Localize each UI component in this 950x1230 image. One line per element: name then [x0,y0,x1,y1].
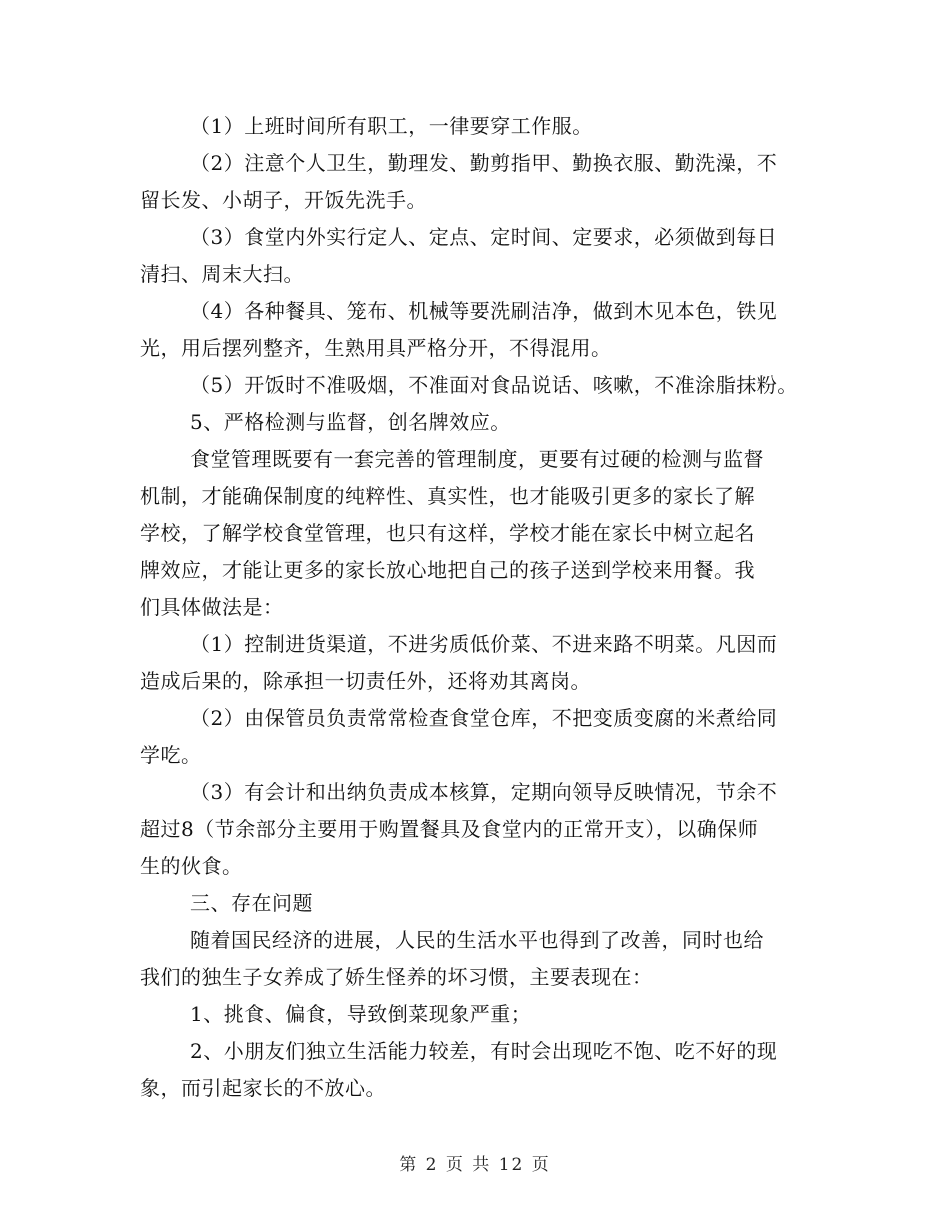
text-line: 学吃。 [140,743,202,767]
text-line: 2、小朋友们独立生活能力较差，有时会出现吃不饱、吃不好的现 [190,1039,778,1063]
page-footer: 第 2 页 共 12 页 [399,1155,551,1175]
document-body [140,108,820,1107]
text-line: 1、挑食、偏食，导致倒菜现象严重； [190,1002,532,1026]
text-line: 造成后果的，除承担一切责任外，还将劝其离岗。 [140,669,591,693]
text-line: 留长发、小胡子，开饭先洗手。 [140,188,427,212]
text-line: 机制，才能确保制度的纯粹性、真实性，也才能吸引更多的家长了解 [140,484,755,508]
text-line: 食堂管理既要有一套完善的管理制度，更要有过硬的检测与监督 [190,447,764,471]
text-line: （4）各种餐具、笼布、机械等要洗刷洁净，做到木见本色，铁见 [190,299,778,323]
text-line: 光，用后摆列整齐，生熟用具严格分开，不得混用。 [140,336,612,360]
text-line: （3）食堂内外实行定人、定点、定时间、定要求，必须做到每日 [190,225,778,249]
text-line: 三、存在问题 [190,891,313,915]
text-line: （1）控制进货渠道，不进劣质低价菜、不进来路不明菜。凡因而 [190,632,778,656]
text-line: （1）上班时间所有职工，一律要穿工作服。 [190,114,593,138]
text-line: 生的伙食。 [140,854,243,878]
text-line: 们具体做法是： [140,595,284,619]
text-line: 随着国民经济的进展，人民的生活水平也得到了改善，同时也给 [190,928,764,952]
text-line: 5、严格检测与监督，创名牌效应。 [190,410,511,434]
text-line: 我们的独生子女养成了娇生怪养的坏习惯，主要表现在： [140,965,653,989]
text-line: （2）注意个人卫生，勤理发、勤剪指甲、勤换衣服、勤洗澡，不 [190,151,778,175]
text-line: 牌效应，才能让更多的家长放心地把自己的孩子送到学校来用餐。我 [140,558,755,582]
text-line: 象，而引起家长的不放心。 [140,1076,386,1100]
text-line: 清扫、周末大扫。 [140,262,304,286]
text-line: 超过8（节余部分主要用于购置餐具及食堂内的正常开支），以确保师 [140,817,759,841]
text-line: （5）开饭时不准吸烟，不准面对食品说话、咳嗽，不准涂脂抹粉。 [190,373,798,397]
text-line: 学校，了解学校食堂管理，也只有这样，学校才能在家长中树立起名 [140,521,755,545]
text-line: （3）有会计和出纳负责成本核算，定期向领导反映情况，节余不 [190,780,778,804]
text-line: （2）由保管员负责常常检查食堂仓库，不把变质变腐的米煮给同 [190,706,778,730]
